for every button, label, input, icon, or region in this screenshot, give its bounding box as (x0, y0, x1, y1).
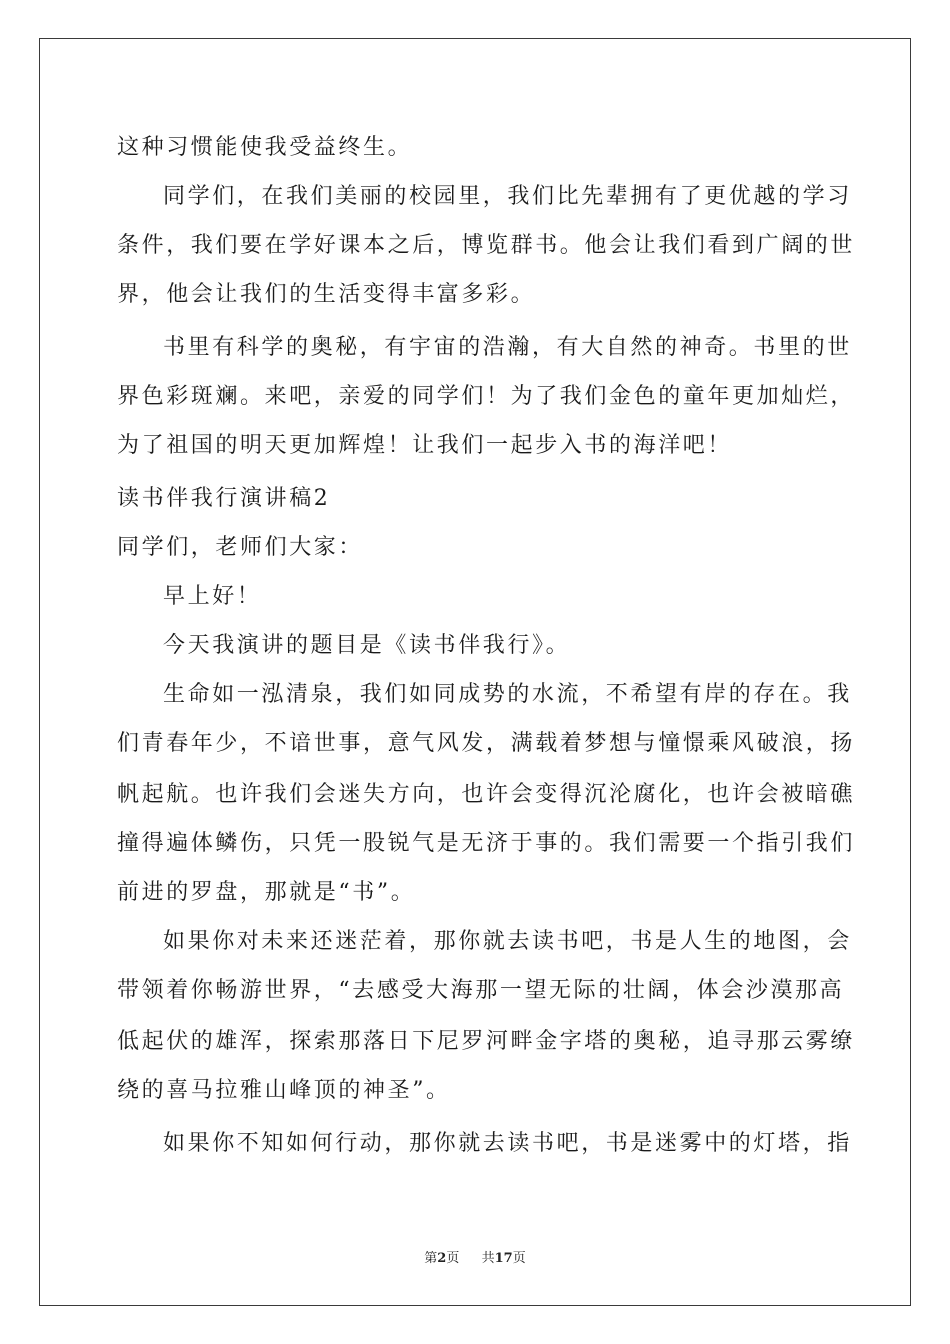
text-line: 前进的罗盘，那就是“书”。 (117, 880, 416, 905)
greeting: 早上好！ (163, 584, 262, 609)
text-line: 条件，我们要在学好课本之后，博览群书。他会让我们看到广阔的世 (117, 233, 856, 258)
total-suffix: 页 (512, 1251, 526, 1266)
total-pages: 17 (494, 1251, 513, 1266)
text-line: 书里有科学的奥秘，有宇宙的浩瀚，有大自然的神奇。书里的世 (163, 335, 852, 360)
text-line: 绕的喜马拉雅山峰顶的神圣”。 (117, 1078, 451, 1103)
page-border (39, 38, 911, 1306)
salutation: 同学们，老师们大家： (117, 535, 364, 560)
text-line: 界色彩斑斓。来吧，亲爱的同学们！为了我们金色的童年更加灿烂， (117, 384, 856, 409)
text-line: 如果你不知如何行动，那你就去读书吧，书是迷雾中的灯塔，指 (163, 1131, 852, 1156)
total-prefix: 共 (481, 1251, 495, 1266)
page-number: 2 (437, 1251, 447, 1266)
page-prefix: 第 (424, 1251, 438, 1266)
text-line: 如果你对未来还迷茫着，那你就去读书吧，书是人生的地图，会 (163, 929, 852, 954)
total-pages-label (482, 1247, 526, 1266)
text-line: 撞得遍体鳞伤，只凭一股锐气是无济于事的。我们需要一个指引我们 (117, 831, 856, 856)
text-line: 低起伏的雄浑，探索那落日下尼罗河畔金字塔的奥秘，追寻那云雾缭 (117, 1029, 856, 1054)
text-line: 生命如一泓清泉，我们如同成势的水流，不希望有岸的存在。我 (163, 682, 852, 707)
text-line: 为了祖国的明天更加辉煌！让我们一起步入书的海洋吧！ (117, 433, 733, 458)
text-line: 这种习惯能使我受益终生。 (117, 135, 413, 160)
text-line: 带领着你畅游世界，“去感受大海那一望无际的壮阔，体会沙漠那高 (117, 978, 845, 1003)
text-line: 帆起航。也许我们会迷失方向，也许会变得沉沦腐化，也许会被暗礁 (117, 782, 856, 807)
text-line: 今天我演讲的题目是《读书伴我行》。 (163, 633, 571, 658)
text-line: 同学们，在我们美丽的校园里，我们比先辈拥有了更优越的学习 (163, 184, 852, 209)
page-footer (0, 1247, 950, 1266)
section-title: 读书伴我行演讲稿2 (117, 486, 331, 511)
text-line: 们青春年少，不谙世事，意气风发，满载着梦想与憧憬乘风破浪，扬 (117, 731, 856, 756)
page-suffix: 页 (446, 1251, 460, 1266)
page-number-label (424, 1247, 459, 1266)
text-line: 界，他会让我们的生活变得丰富多彩。 (117, 282, 536, 307)
